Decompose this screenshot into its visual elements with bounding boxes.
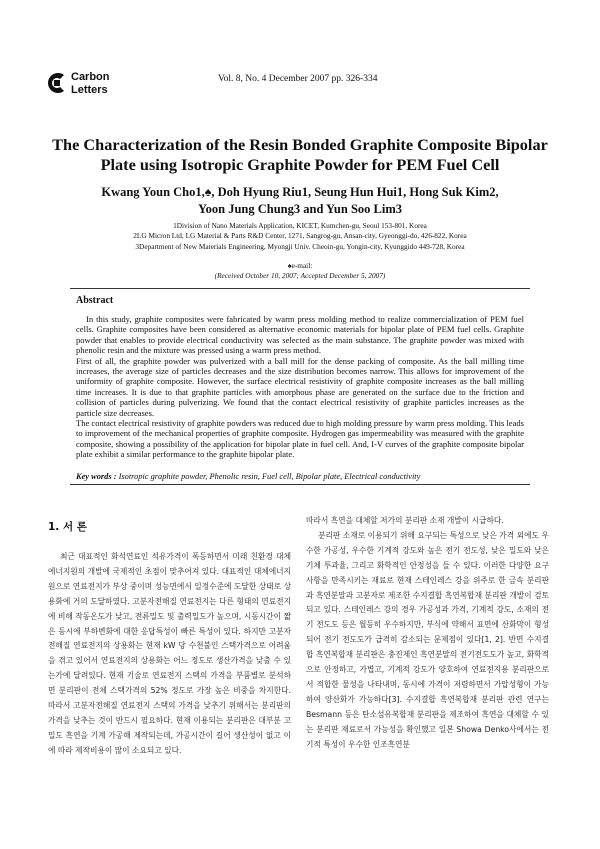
received-dates: (Received October 10, 2007; Accepted December 5, 2007) — [214, 271, 386, 280]
journal-reference: Vol. 8, No. 4 December 2007 pp. 326-334 — [218, 74, 378, 84]
author-line-1: Kwang Youn Cho1,♠, Doh Hyung Riu1, Seung Hun Hui1, Hong Suk Kim2, — [101, 185, 499, 199]
logo-text-carbon: Carbon — [71, 71, 110, 83]
body-column-left — [48, 550, 291, 759]
author-list — [60, 184, 540, 218]
keywords — [76, 472, 524, 481]
abstract-paragraph: First of all, the graphite powder was pulverized with a ball mill for the dense packing of composite. As the ball milling time increases, the average size of particles decreases and the size distribution becomes narrow. This allows for improvement of the uniformity of graphite composite. However, the surface electrical resistivity of graphite composite increases as the ball milling time increases. It is due to that graphite particles with amorphous phase are generated on the surface due to the friction and collision of particles during pulverizing. We found that the contact electrical resistivity of graphite particles increases as the particle size decreases. — [76, 355, 524, 418]
journal-logo — [46, 69, 126, 103]
abstract-body — [76, 314, 524, 460]
logo-text-letters: Letters — [71, 84, 108, 96]
affiliations — [50, 221, 550, 252]
email-line: ♠e-mail: — [287, 261, 313, 270]
affiliation-1: 1Division of Nano Materials Application, KICET, Kumchen-gu, Seoul 153-801, Korea — [173, 221, 427, 230]
author-line-2: Yoon Jung Chung3 and Yun Soo Lim3 — [197, 202, 403, 216]
abstract-paragraph: In this study, graphite composites were fabricated by warm press molding method to realize commercialization of PEM fuel cells. Graphite composites have been considered as alternative economic materials for bipolar plate of PEM fuel cells. Graphite powder that enables to provide electrical conductivity was selected as the main substance. The graphite powder was mixed with phenolic resin and the mixture was pressed using a warm press method. — [76, 314, 524, 356]
keywords-text: Isotropic graphite powder, Phenolic resin, Fuel cell, Bipolar plate, Electrical conductivity — [118, 472, 421, 481]
affiliation-2: 2LG Micron Ltd, LG Material & Parts R&D Center, 1271, Sangrog-gu, Ansan-city, Gyeonggi-do, 426-822, Korea — [133, 231, 467, 241]
body-column-right — [306, 514, 549, 753]
abstract-heading: Abstract — [76, 295, 114, 306]
body-paragraph: 분리판 소재로 이용되기 위해 요구되는 특성으로 낮은 가격 외에도 우수한 가공성, 우수한 기계적 강도와 높은 전기 전도성, 낮은 밀도와 낮은 기체 투과율, 그리고 화학적인 안정성을 들 수 있다. 이러한 다양한 요구사항을 만족시키는 재료로 현재 스테인레스 강을 위주로 한 금속 분리판과 흑연분말과 고분자로 제조한 수지결합 흑연복합재 분리판 개발이 검토되고 있다. 스테인레스 강의 경우 가공성과 가격, 기계적 강도, 소재의 전기 전도도 등은 월등히 우수하지만, 부식에 약해서 표면에 산화막이 형성되어 전기 전도도가 급격히 감소되는 문제점이 있다[1, 2]. 반면 수지결합 흑연복합재 분리판은 충진제인 흑연분말의 전기전도도가 높고, 화학적으로 안정하고, 가볍고, 기계적 강도가 양호하여 연료전지용 분리판으로서 적합한 물성을 나타내며, 동시에 가격이 저렴하면서 가압성형이 가능하여 양산화가 가능하다[3]. 수지결합 흑연복합재 분리판 관련 연구는 Besmann 등은 탄소섬유복합재 분리판을 제조하여 흑연을 대체할 수 있는 분리판 재료로서 가능성을 확인했고 일본 Showa Denko사에서는 전기적 특성이 우수한 인조흑연분 — [306, 530, 549, 749]
body-paragraph: 따라서 흑연을 대체할 저가의 분리판 소재 개발이 시급하다. — [306, 516, 504, 525]
body-paragraph: 최근 대표적인 화석연료인 석유가격이 폭등하면서 미래 친환경 대체에너지원의 개발에 국제적인 초점이 맞추어져 있다. 대표적인 대체에너지원으로 연료전지가 부상 중이며 성능면에서 일정수준에 도달한 상태로 상용화에 거의 도달하였다. 고분자전해질 연료전지는 다른 형태의 연료전지에 비해 작동온도가 낮고, 전류밀도 및 출력밀도가 높으며, 시동시간이 짧은 동시에 부하변화에 대한 응답특성이 빠른 특성이 있다. 하지만 고분자 전해질 연료전지의 상용화는 현재 kW 당 수천불인 스택가격으로 어려움을 겪고 있어서 연료전지의 상용화는 어느 정도로 생산가격을 낮출 수 있는가에 달려있다. 현재 기술로 연료전지 스택의 가격을 부품별로 분석하면 분리판이 전체 스택가격의 52% 정도로 가장 높은 비중을 차지한다. 따라서 고분자전해질 연료전지 스택의 가격을 낮추기 위해서는 분리판의 가격을 낮추는 것이 반드시 필요하다. 현재 이용되는 분리판은 대부분 고밀도 흑연을 기계 가공해 제작되는데, 가공시간이 길어 생산성이 없고 이에 따라 제작비용이 많이 소요되고 있다. — [48, 552, 291, 755]
abstract-bottom-rule — [70, 484, 530, 485]
section-heading-introduction: 1. 서 론 — [48, 521, 87, 533]
carbon-letters-logo-icon — [46, 71, 66, 95]
abstract-top-rule — [70, 288, 530, 289]
abstract-paragraph: The contact electrical resistivity of graphite powders was reduced due to high molding pressure by warm press molding. This leads to improvement of the mechanical properties of graphite composite. Hydrogen gas impermeability was measured with the graphite composite, showing a possibility of the application for bipolar plate in fuel cell. And, I-V curves of the graphite composite bipolar plate exhibit a similar performance to the graphite bipolar plate. — [76, 418, 524, 460]
affiliation-3: 3Department of New Materials Engineering, Myongji Univ. Cheoin-gu, Yongin-city, Kyunggido 449-728, Korea — [135, 241, 465, 251]
paper-title: The Characterization of the Resin Bonded Graphite Composite Bipolar Plate using Isotropic Graphite Powder for PEM Fuel Cell — [52, 135, 548, 174]
keywords-label: Key words : — [76, 472, 117, 481]
